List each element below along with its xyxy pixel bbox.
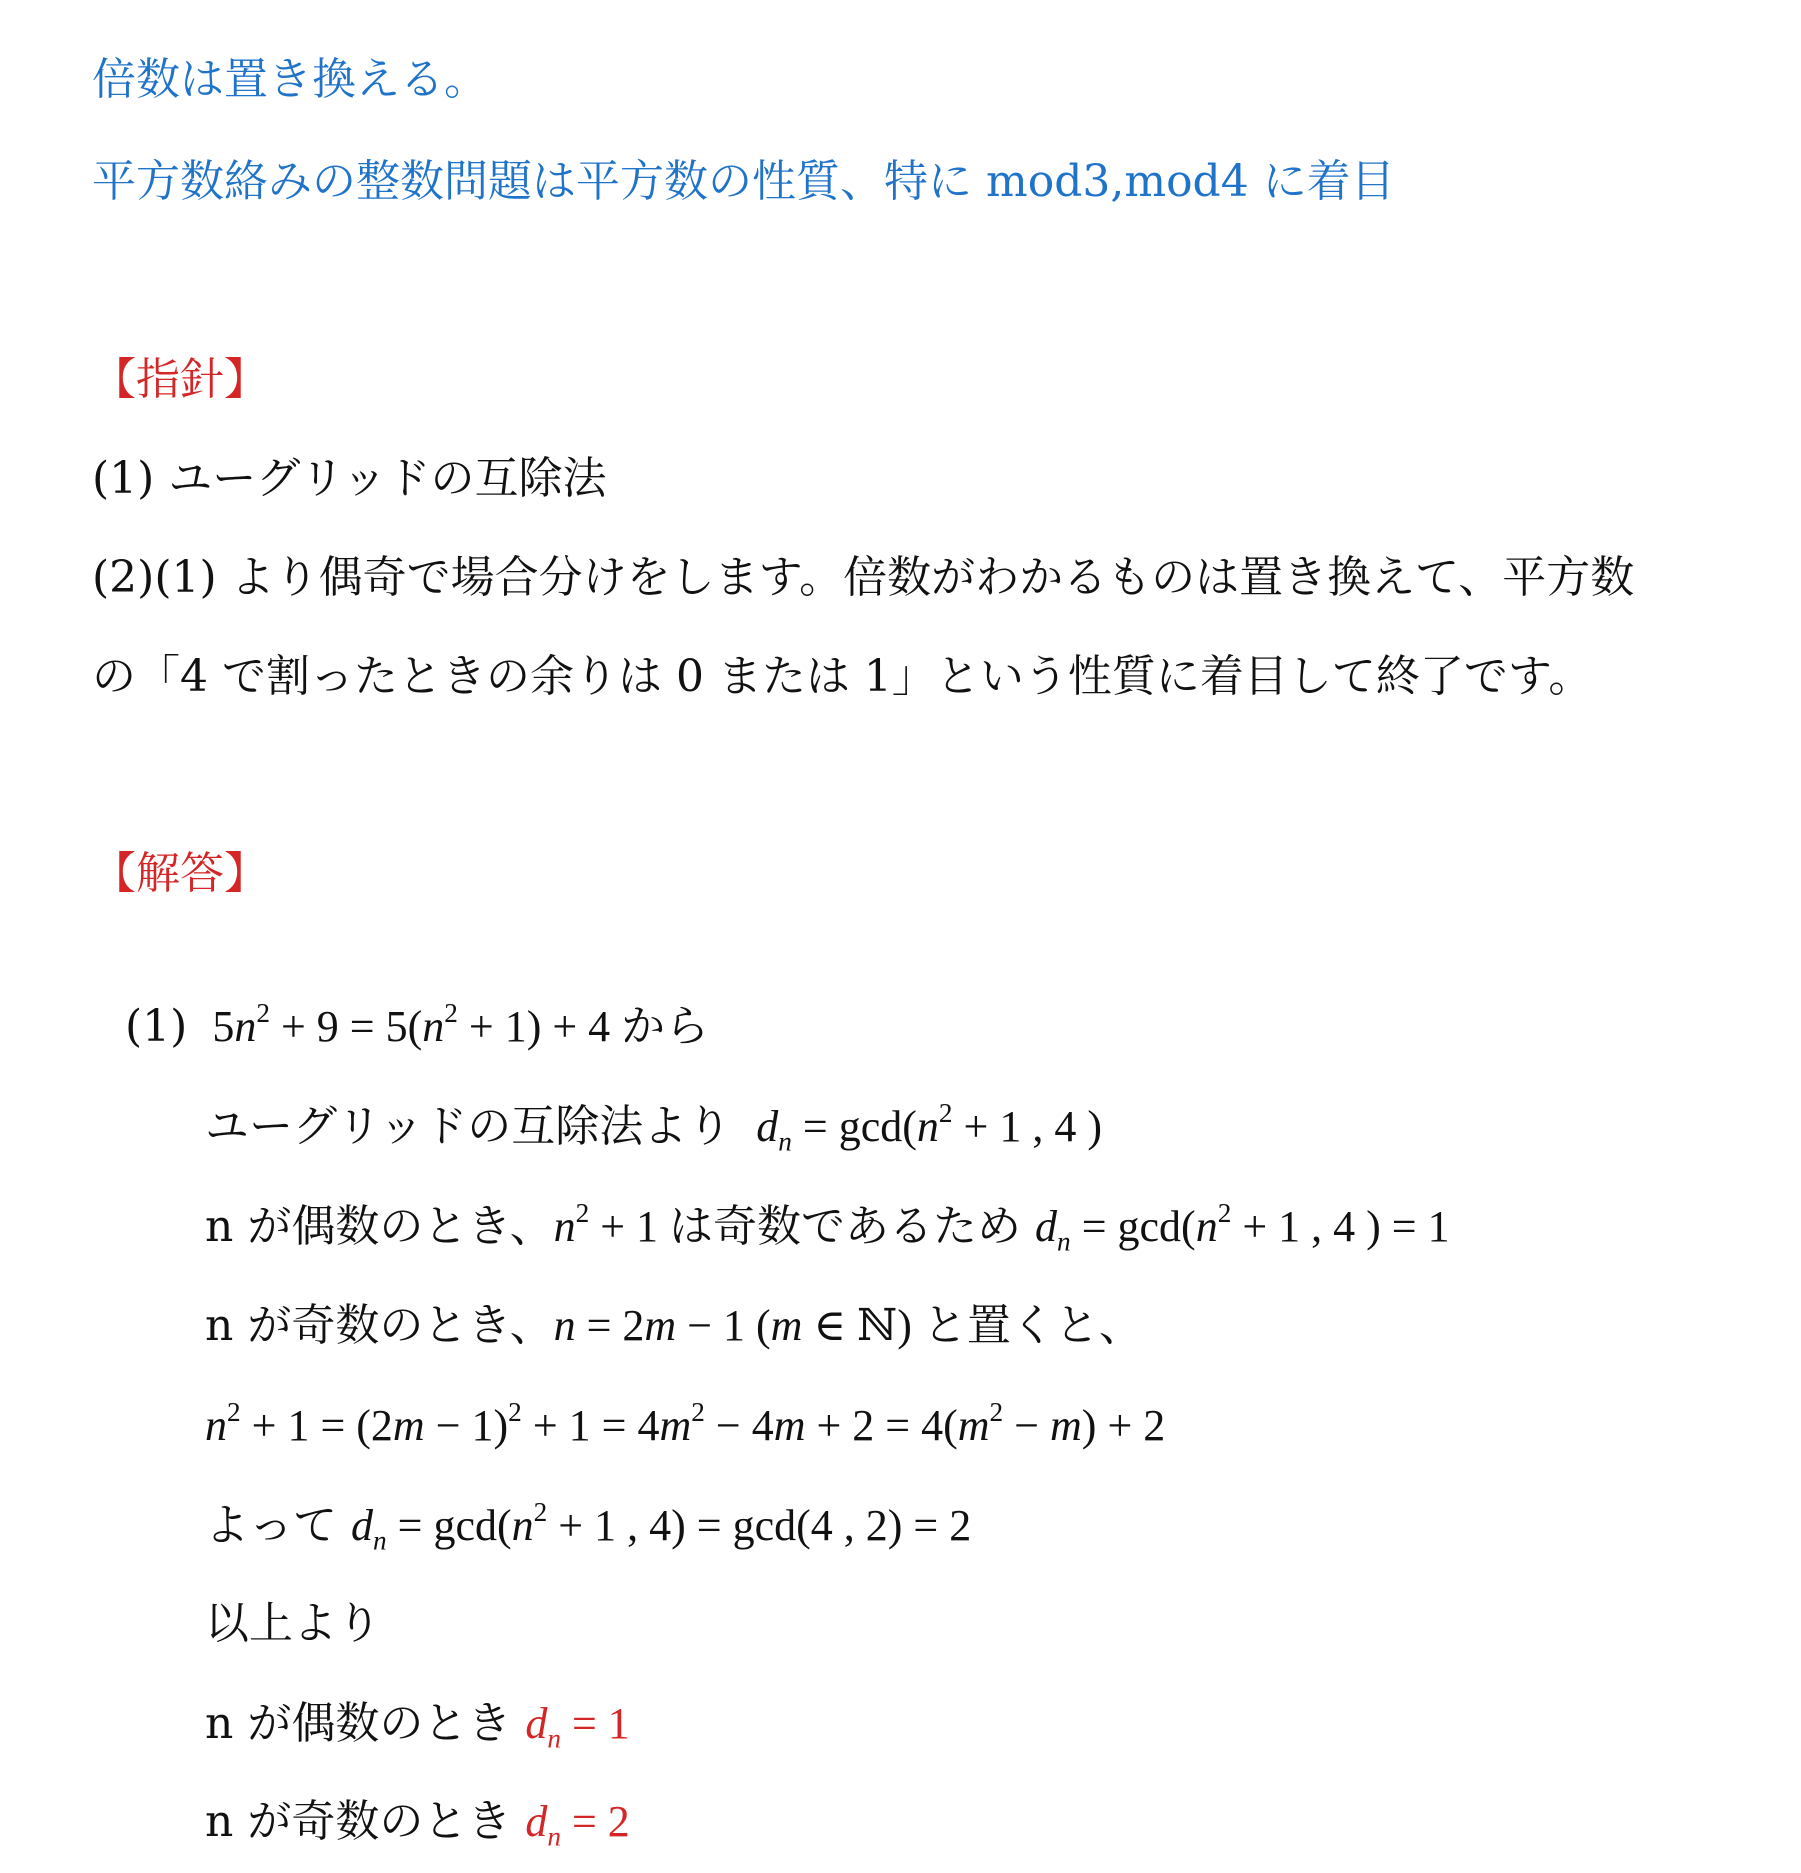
intro-line-2: 平方数絡みの整数問題は平方数の性質、特に mod3,mod4 に着目 [92,156,1395,207]
answer-line-1 [125,997,710,1052]
equation-even-expr: $n^2 + 1$ [553,1197,670,1251]
even-text: n が偶数のとき、 [205,1201,554,1252]
policy-heading: 【指針】 [92,354,268,405]
final-odd-text: n が奇数のとき [205,1796,512,1847]
part-label: (1) [125,1001,188,1052]
final-odd-result: $d_n = 2$ [525,1797,630,1852]
answer-line-euclid [205,1097,1102,1157]
equation-division: $5n^2 + 9 = 5(n^2 + 1) + 4$ [201,997,622,1051]
even-mid-text: は奇数であるため [669,1201,1022,1252]
answer-line-odd [205,1300,1143,1351]
final-even-line [205,1698,630,1754]
equation-gcd: $d_n = \gcd(n^2 + 1$ , 4 ) [756,1097,1102,1157]
kara-text: から [621,1001,710,1052]
equation-odd-sub: n = 2m − 1 (m ∈ ℕ) [553,1301,923,1350]
final-even-text: n が偶数のとき [205,1698,512,1749]
odd-text: n が奇数のとき、 [205,1300,554,1351]
equation-expand: $n^2 + 1 = (2m - 1)^2 + 1 = 4m^2 - 4m + 2 = 4(m^2 - m) + 2$ [205,1396,1166,1450]
policy-item-2-line-1: (2)(1) より偶奇で場合分けをします。倍数がわかるものは置き換えて、平方数 [92,552,1635,603]
yotte-text: よって [205,1500,337,1551]
answer-line-therefore [205,1496,972,1556]
policy-item-2-line-2: の「4 で割ったときの余りは 0 または 1」という性質に着目して終了です。 [92,651,1593,702]
odd-tail-text: と置くと、 [922,1300,1143,1351]
final-odd-line [205,1796,630,1852]
answer-heading: 【解答】 [92,848,268,899]
policy-item-1: (1) ユーグリッドの互除法 [92,453,607,504]
equation-odd-gcd: $d_n = \gcd(n^2 + 1$ , 4) = gcd(4 , 2) = 2 [351,1496,972,1556]
conclusion-text: 以上より [205,1598,381,1649]
answer-line-even [205,1197,1450,1257]
intro-line-1: 倍数は置き換える。 [92,54,488,105]
euclid-text: ユーグリッドの互除法より [205,1101,732,1152]
equation-even-gcd: $d_n = \gcd(n^2 + 1$ , 4 ) = 1 [1035,1197,1450,1257]
final-even-result: $d_n = 1$ [525,1699,630,1754]
